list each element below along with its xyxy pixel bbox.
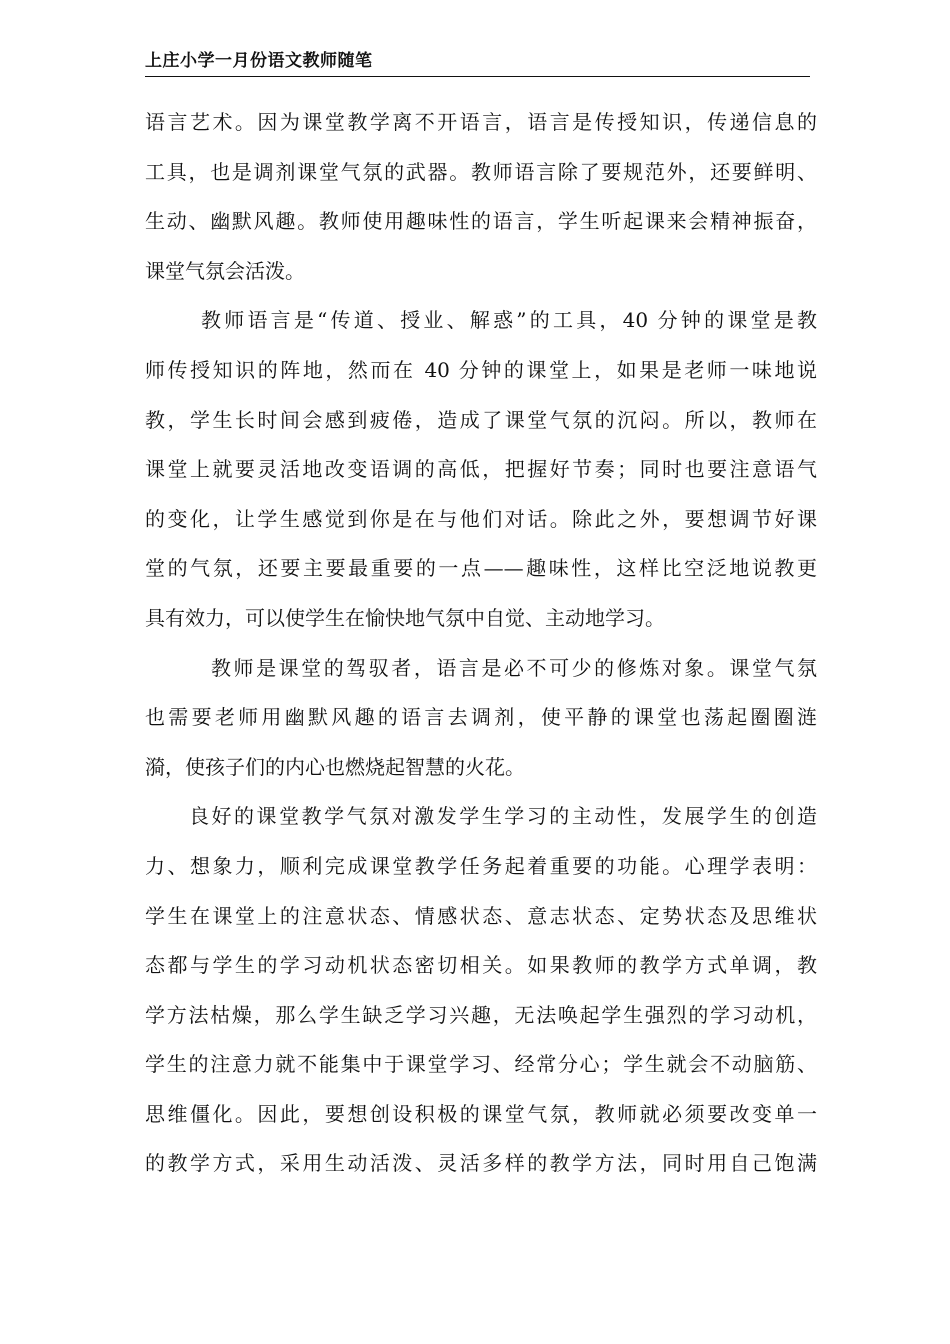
text-line: 教，学生长时间会感到疲倦，造成了课堂气氛的沉闷。所以，教师在 bbox=[145, 407, 817, 432]
text-line: 思维僵化。因此，要想创设积极的课堂气氛，教师就必须要改变单一 bbox=[145, 1101, 817, 1126]
text-line: 的教学方式，采用生动活泼、灵活多样的教学方法，同时用自己饱满 bbox=[145, 1151, 817, 1176]
text-line: 堂的气氛，还要主要最重要的一点——趣味性，这样比空泛地说教更 bbox=[145, 556, 817, 581]
text-line: 课堂气氛会活泼。 bbox=[145, 258, 305, 283]
text-line: 力、想象力，顺利完成课堂教学任务起着重要的功能。心理学表明： bbox=[145, 853, 817, 878]
text-line: 良好的课堂教学气氛对激发学生学习的主动性，发展学生的创造 bbox=[189, 804, 817, 829]
text-line: 生动、幽默风趣。教师使用趣味性的语言，学生听起课来会精神振奋， bbox=[145, 209, 817, 234]
body-text bbox=[145, 98, 817, 1189]
text-line: 具有效力，可以使学生在愉快地气氛中自觉、主动地学习。 bbox=[145, 605, 665, 630]
text-line: 师传授知识的阵地，然而在 40 分钟的课堂上，如果是老师一味地说 bbox=[145, 357, 817, 382]
text-line: 漪，使孩子们的内心也燃烧起智慧的火花。 bbox=[145, 754, 525, 779]
text-line: 学生的注意力就不能集中于课堂学习、经常分心；学生就会不动脑筋、 bbox=[145, 1052, 817, 1077]
text-line: 学生在课堂上的注意状态、情感状态、意志状态、定势状态及思维状 bbox=[145, 903, 817, 928]
text-line: 也需要老师用幽默风趣的语言去调剂，使平静的课堂也荡起圈圈涟 bbox=[145, 705, 817, 730]
text-line: 工具，也是调剂课堂气氛的武器。教师语言除了要规范外，还要鲜明、 bbox=[145, 159, 817, 184]
text-line: 的变化，让学生感觉到你是在与他们对话。除此之外，要想调节好课 bbox=[145, 506, 817, 531]
text-line: 教师是课堂的驾驭者，语言是必不可少的修炼对象。课堂气氛 bbox=[211, 655, 817, 680]
text-line: 语言艺术。因为课堂教学离不开语言，语言是传授知识，传递信息的 bbox=[145, 110, 817, 134]
running-header bbox=[145, 50, 810, 77]
text-line: 态都与学生的学习动机状态密切相关。如果教师的教学方式单调，教 bbox=[145, 953, 817, 978]
header-title: 上庄小学一月份语文教师随笔 bbox=[145, 51, 373, 71]
text-line: 课堂上就要灵活地改变语调的高低，把握好节奏；同时也要注意语气 bbox=[145, 457, 817, 482]
text-line: 学方法枯燥，那么学生缺乏学习兴趣，无法唤起学生强烈的学习动机， bbox=[145, 1002, 817, 1027]
text-line: 教师语言是“传道、授业、解惑”的工具，40 分钟的课堂是教 bbox=[201, 308, 817, 333]
